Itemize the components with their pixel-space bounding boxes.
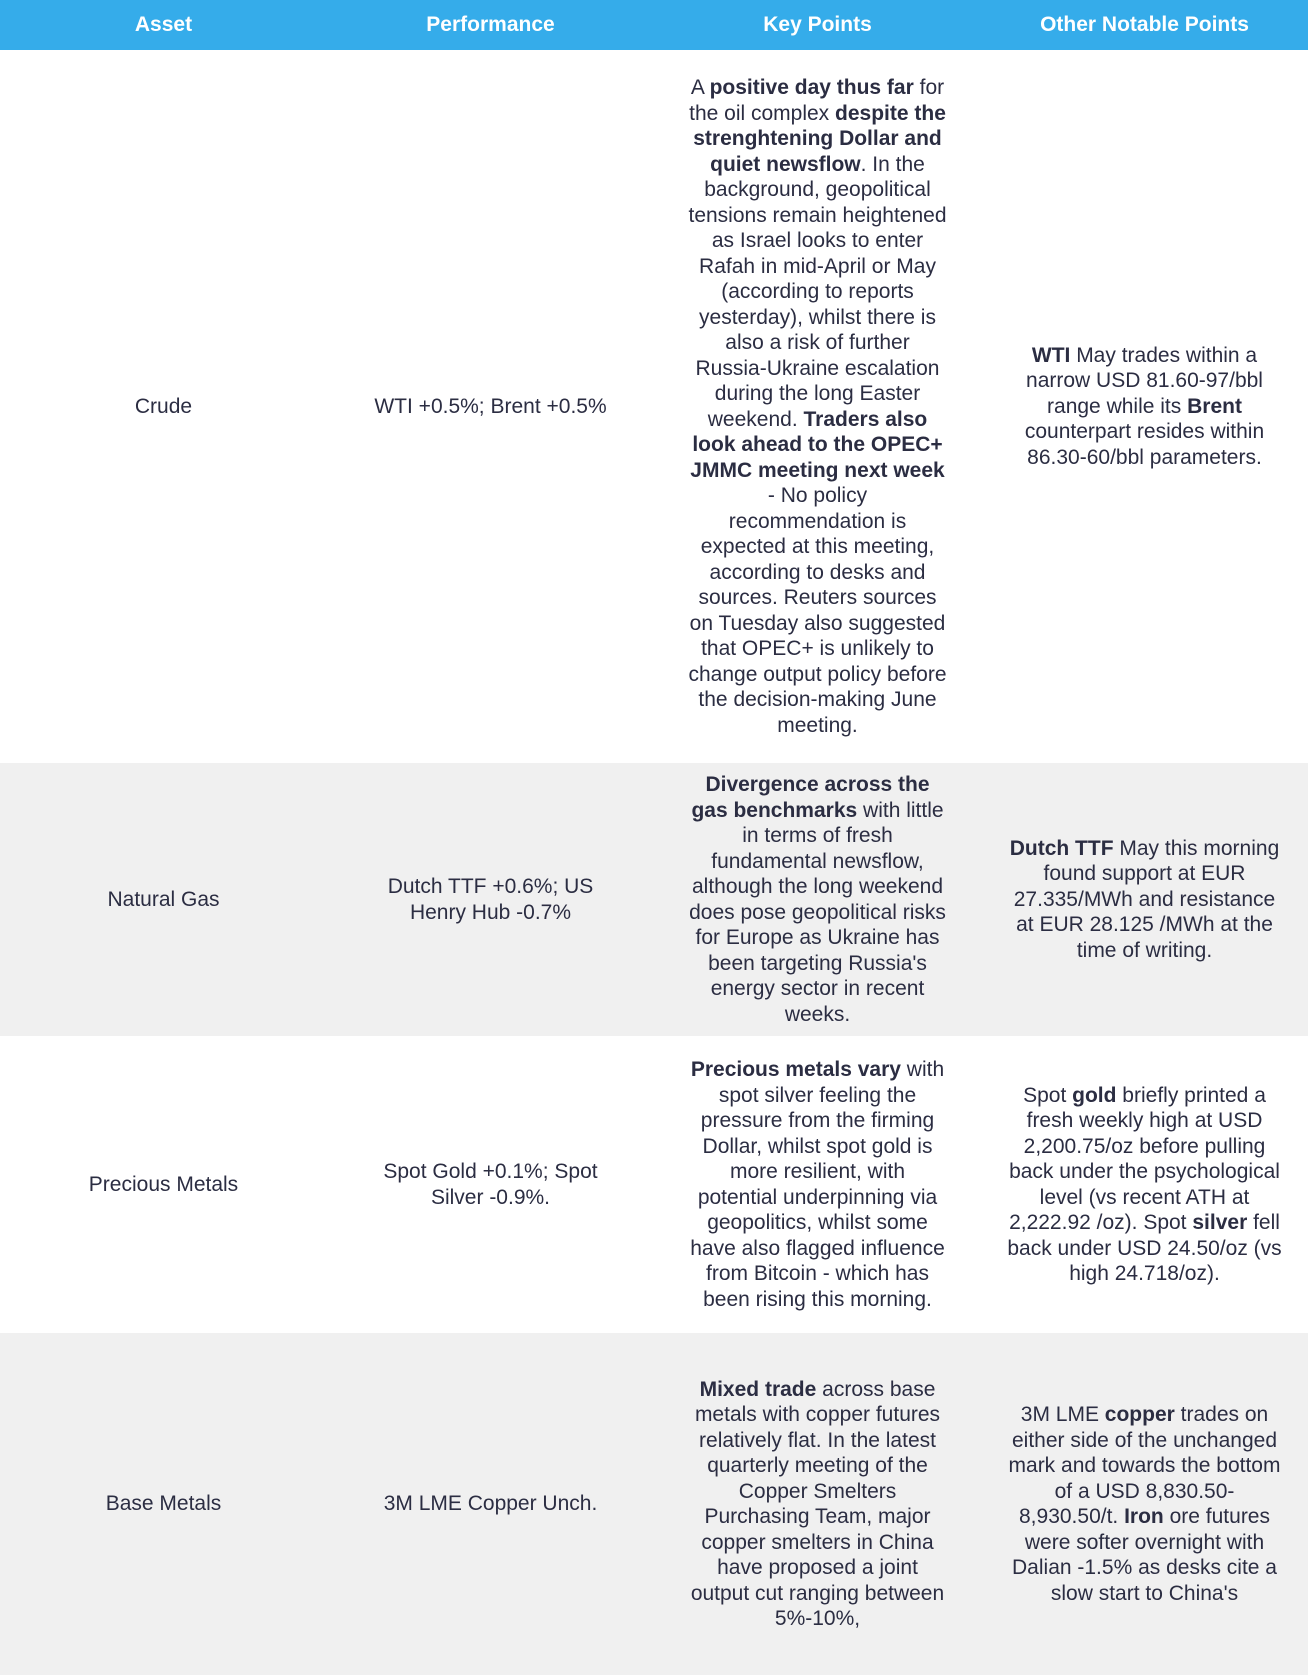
header-asset: Asset <box>0 0 327 50</box>
table-row-natural-gas <box>0 763 1308 1036</box>
asset-cell: Crude <box>134 394 193 418</box>
header-row <box>0 0 1308 50</box>
bold-text-segment: Mixed trade <box>699 1377 817 1401</box>
asset-cell: Precious Metals <box>88 1172 239 1196</box>
text-segment: across base metals with copper futures relatively flat. In the latest quarterly meeting of the Copper Smelters Purchasing Team, major copper smelters in China have proposed a joint output cut ranging between 5%-10%, <box>690 1377 945 1630</box>
text-segment: May this morning found support at EUR 27.335/MWh and resistance at EUR 28.125 /MWh at the time of writing. <box>1013 836 1280 962</box>
text-segment: trades on either side of the unchanged mark and towards the bottom of a USD 8,830.50-8,930.50/t. <box>1008 1403 1281 1528</box>
bold-text-segment: Dutch TTF <box>1009 836 1114 860</box>
text-segment: for the oil complex <box>689 76 945 125</box>
performance-cell: WTI +0.5%; Brent +0.5% <box>374 394 607 418</box>
bold-text-segment: positive day thus far <box>709 76 914 99</box>
header-other-points: Other Notable Points <box>981 0 1308 50</box>
text-segment: May trades within a narrow USD 81.60-97/bbl range while its <box>1026 343 1263 418</box>
text-segment: - No policy recommendation is expected at this meeting, according to desks and sources. Reuters sources on Tuesday also suggested that OPEC+ is unlikely to change output policy before the decision-making June meeting. <box>688 484 947 737</box>
key-points-cell <box>654 1036 981 1333</box>
performance-cell: 3M LME Copper Unch. <box>327 1333 654 1675</box>
other-points-cell <box>981 1036 1308 1333</box>
key-points-cell <box>654 1333 981 1675</box>
key-points-cell <box>654 763 981 1036</box>
text-segment: ore futures were softer overnight with Dalian -1.5% as desks cite a slow start to China's <box>1012 1505 1277 1605</box>
bold-text-segment: Precious metals vary <box>690 1058 901 1081</box>
text-segment: with little in terms of fresh fundamental newsflow, although the long weekend does pose geopolitical risks for Europe as Ukraine has been targeting Russia's energy sector in recent weeks. <box>689 798 946 1026</box>
table-row-precious-metals <box>0 1036 1308 1333</box>
bold-text-segment: copper <box>1104 1403 1175 1426</box>
bold-text-segment: despite the strenghtening Dollar and quiet newsflow <box>693 101 946 176</box>
asset-cell: Natural Gas <box>0 763 327 1036</box>
header-performance: Performance <box>327 0 654 50</box>
table-row-crude <box>0 50 1308 763</box>
text-segment: A <box>690 76 710 99</box>
text-segment: 3M LME <box>1020 1403 1105 1426</box>
asset-cell: Base Metals <box>0 1333 327 1675</box>
bold-text-segment: silver <box>1192 1211 1248 1234</box>
bold-text-segment: Traders also look ahead to the OPEC+ JMMC meeting next week <box>690 407 945 482</box>
text-segment: . In the background, geopolitical tensions remain heightened as Israel looks to enter Rafah in mid-April or May (according to reports yesterday), whilst there is also a risk of further Russia-Ukraine escalation during the long Easter weekend. <box>688 152 947 431</box>
bold-text-segment: WTI <box>1031 343 1071 367</box>
text-segment: fell back under USD 24.50/oz (vs high 24.718/oz). <box>1007 1211 1282 1285</box>
text-segment: counterpart resides within 86.30-60/bbl parameters. <box>1024 420 1265 469</box>
text-segment: briefly printed a fresh weekly high at USD 2,200.75/oz before pulling back under the psychological level (vs recent ATH at 2,222.92 /oz). Spot <box>1009 1083 1280 1234</box>
text-segment: with spot silver feeling the pressure from the firming Dollar, whilst spot gold is more resilient, with potential underpinning via geopolitics, whilst some have also flagged influence from Bitcoin - which has been rising this morning. <box>690 1058 945 1311</box>
other-points-cell <box>981 50 1308 763</box>
bold-text-segment: Divergence across the gas benchmarks <box>691 773 930 822</box>
header-key-points: Key Points <box>654 0 981 50</box>
other-points-cell <box>981 1333 1308 1675</box>
performance-cell: Spot Gold +0.1%; Spot Silver -0.9%. <box>383 1160 598 1209</box>
key-points-cell <box>654 50 981 763</box>
table-row-base-metals <box>0 1333 1308 1675</box>
other-points-cell <box>981 763 1308 1036</box>
bold-text-segment: gold <box>1072 1083 1117 1107</box>
bold-text-segment: Brent <box>1187 394 1242 418</box>
text-segment: Spot <box>1023 1083 1073 1107</box>
bold-text-segment: Iron <box>1124 1505 1164 1528</box>
performance-cell: Dutch TTF +0.6%; US Henry Hub -0.7% <box>327 763 654 1036</box>
